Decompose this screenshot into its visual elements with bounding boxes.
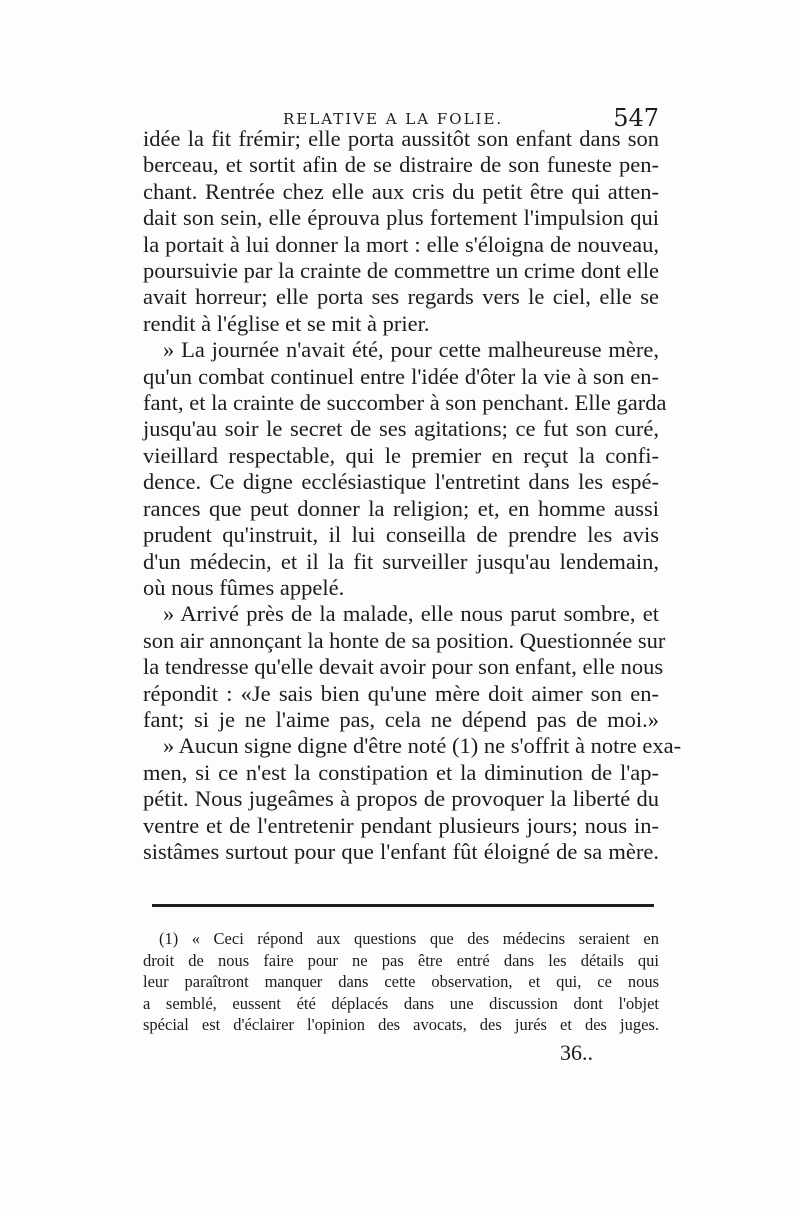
body-line: pétit. Nous jugeâmes à propos de provoquer la liberté du [143, 786, 659, 812]
body-line: sistâmes surtout pour que l'enfant fût éloigné de sa mère. [143, 838, 659, 864]
footnote-line: droit de nous faire pour ne pas être entré dans les détails qui [143, 950, 659, 970]
page-number: 547 [613, 104, 659, 132]
body-line: ventre et de l'entretenir pendant plusieurs jours; nous in- [143, 812, 659, 838]
body-line: » Aucun signe digne d'être noté (1) ne s'offrit à notre exa- [163, 733, 682, 759]
body-line: son air annonçant la honte de sa position. Questionnée sur [143, 627, 666, 653]
body-text [143, 126, 682, 865]
signature-mark: 36.. [560, 1040, 593, 1065]
body-line: fant; si je ne l'aime pas, cela ne dépend pas de moi.» [143, 706, 659, 732]
footnote-line: spécial est d'éclairer l'opinion des avocats, des jurés et des juges. [143, 1015, 659, 1035]
body-line: où nous fûmes appelé. [143, 574, 345, 600]
body-line: qu'un combat continuel entre l'idée d'ôter la vie à son en- [143, 363, 659, 389]
body-line: la portait à lui donner la mort : elle s'éloigna de nouveau, [143, 231, 659, 257]
body-line: rendit à l'église et se mit à prier. [143, 310, 430, 336]
body-line: dait son sein, elle éprouva plus fortement l'impulsion qui [143, 205, 659, 231]
body-line: jusqu'au soir le secret de ses agitations; ce fut son curé, [143, 416, 659, 442]
body-line: la tendresse qu'elle devait avoir pour son enfant, elle nous [143, 654, 664, 680]
body-line: poursuivie par la crainte de commettre un crime dont elle [143, 258, 659, 284]
running-title: RELATIVE A LA FOLIE. [283, 110, 504, 128]
body-line: » La journée n'avait été, pour cette malheureuse mère, [163, 337, 659, 363]
body-line: avait horreur; elle porta ses regards vers le ciel, elle se [143, 284, 659, 310]
body-line: » Arrivé près de la malade, elle nous parut sombre, et [163, 601, 659, 627]
body-line: fant, et la crainte de succomber à son penchant. Elle garda [143, 390, 667, 416]
footnote-line: (1) « Ceci répond aux questions que des médecins seraient en [159, 929, 659, 948]
body-line: rances que peut donner la religion; et, en homme aussi [143, 495, 659, 521]
body-line: chant. Rentrée chez elle aux cris du petit être qui atten- [143, 178, 659, 204]
body-line: prudent qu'instruit, il lui conseilla de prendre les avis [143, 522, 659, 548]
body-line: men, si ce n'est la constipation et la diminution de l'ap- [143, 759, 659, 785]
footnote [143, 928, 659, 1036]
body-line: berceau, et sortit afin de se distraire de son funeste pen- [143, 152, 659, 178]
body-line: répondit : «Je sais bien qu'une mère doit aimer son en- [143, 680, 659, 706]
body-line: idée la fit frémir; elle porta aussitôt son enfant dans son [143, 126, 659, 151]
footnote-rule [152, 904, 654, 907]
footnote-line: leur paraîtront manquer dans cette observation, et qui, ce nous [143, 972, 659, 992]
body-line: d'un médecin, et il la fit surveiller jusqu'au lendemain, [143, 548, 659, 574]
body-line: dence. Ce digne ecclésiastique l'entretint dans les espé- [143, 469, 659, 495]
footnote-line: a semblé, eussent été déplacés dans une discussion dont l'objet [143, 993, 659, 1013]
body-line: vieillard respectable, qui le premier en reçut la confi- [143, 442, 659, 468]
